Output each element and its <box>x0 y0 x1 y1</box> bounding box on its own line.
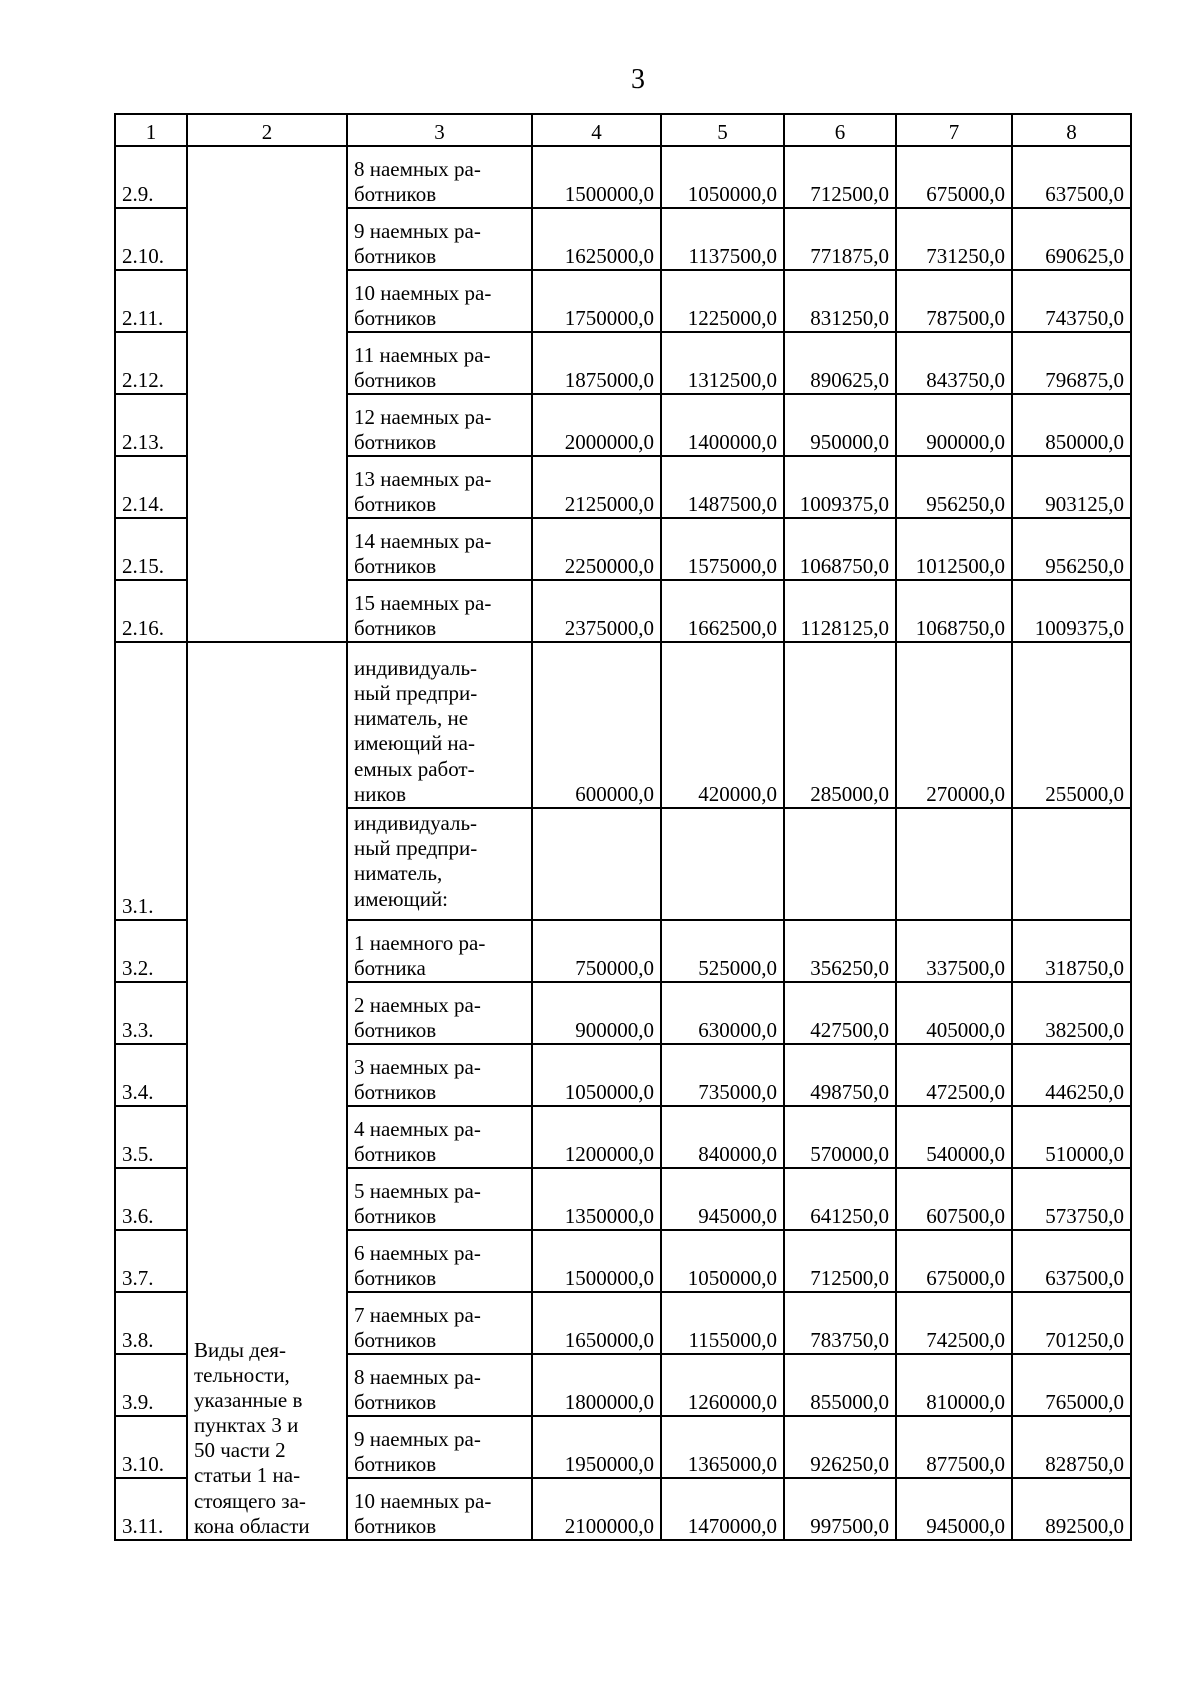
value-col-7: 472500,0 <box>896 1044 1012 1106</box>
value-col-5: 1050000,0 <box>661 146 784 208</box>
value-col-6: 285000,0 <box>784 642 896 808</box>
header-cell-6: 6 <box>784 114 896 146</box>
value-col-6: 831250,0 <box>784 270 896 332</box>
header-cell-7: 7 <box>896 114 1012 146</box>
row-number: 2.16. <box>115 580 187 642</box>
value-col-5: 735000,0 <box>661 1044 784 1106</box>
row-number: 3.9. <box>115 1354 187 1416</box>
row-number: 3.7. <box>115 1230 187 1292</box>
value-col-8: 1009375,0 <box>1012 580 1131 642</box>
value-col-8: 446250,0 <box>1012 1044 1131 1106</box>
row-description: индивидуаль- ный предпри- ниматель, не имеющий на- емных работ- ников <box>347 642 532 808</box>
value-col-5: 1575000,0 <box>661 518 784 580</box>
value-col-6: 498750,0 <box>784 1044 896 1106</box>
value-col-6: 1009375,0 <box>784 456 896 518</box>
row-description: 12 наемных ра- ботников <box>347 394 532 456</box>
value-col-6: 926250,0 <box>784 1416 896 1478</box>
value-col-6: 641250,0 <box>784 1168 896 1230</box>
value-col-7: 607500,0 <box>896 1168 1012 1230</box>
value-col-8: 850000,0 <box>1012 394 1131 456</box>
value-col-6: 950000,0 <box>784 394 896 456</box>
value-col-4: 2375000,0 <box>532 580 661 642</box>
row-description: 5 наемных ра- ботников <box>347 1168 532 1230</box>
row-number: 2.9. <box>115 146 187 208</box>
value-col-4: 1500000,0 <box>532 1230 661 1292</box>
row-description: 15 наемных ра- ботников <box>347 580 532 642</box>
value-col-4: 1875000,0 <box>532 332 661 394</box>
value-col-8: 956250,0 <box>1012 518 1131 580</box>
value-col-5: 630000,0 <box>661 982 784 1044</box>
header-cell-4: 4 <box>532 114 661 146</box>
empty-value-cell <box>532 808 661 920</box>
value-col-5: 1400000,0 <box>661 394 784 456</box>
value-col-4: 2125000,0 <box>532 456 661 518</box>
value-col-8: 573750,0 <box>1012 1168 1131 1230</box>
value-col-4: 600000,0 <box>532 642 661 808</box>
header-row <box>115 114 1131 146</box>
row-number: 3.3. <box>115 982 187 1044</box>
value-col-7: 1012500,0 <box>896 518 1012 580</box>
row-number: 2.13. <box>115 394 187 456</box>
value-col-7: 956250,0 <box>896 456 1012 518</box>
value-col-5: 420000,0 <box>661 642 784 808</box>
row-number: 3.8. <box>115 1292 187 1354</box>
row-number: 3.5. <box>115 1106 187 1168</box>
row-description: 4 наемных ра- ботников <box>347 1106 532 1168</box>
row-description: 1 наемного ра- ботника <box>347 920 532 982</box>
empty-value-cell <box>784 808 896 920</box>
value-col-6: 771875,0 <box>784 208 896 270</box>
value-col-6: 712500,0 <box>784 1230 896 1292</box>
value-col-8: 701250,0 <box>1012 1292 1131 1354</box>
value-col-4: 2000000,0 <box>532 394 661 456</box>
header-cell-5: 5 <box>661 114 784 146</box>
row-number: 2.15. <box>115 518 187 580</box>
value-col-7: 675000,0 <box>896 146 1012 208</box>
value-col-6: 783750,0 <box>784 1292 896 1354</box>
empty-value-cell <box>896 808 1012 920</box>
page-number: 3 <box>631 64 645 95</box>
value-col-8: 903125,0 <box>1012 456 1131 518</box>
value-col-5: 1137500,0 <box>661 208 784 270</box>
row-description: 9 наемных ра- ботников <box>347 208 532 270</box>
activity-description: Виды дея- тельности, указанные в пунктах 3 и 50 части 2 статьи 1 на- стоящего за- кона области <box>187 642 347 1540</box>
value-col-6: 997500,0 <box>784 1478 896 1540</box>
value-col-4: 2250000,0 <box>532 518 661 580</box>
header-cell-3: 3 <box>347 114 532 146</box>
value-col-4: 1050000,0 <box>532 1044 661 1106</box>
value-col-6: 712500,0 <box>784 146 896 208</box>
value-col-4: 2100000,0 <box>532 1478 661 1540</box>
value-col-7: 731250,0 <box>896 208 1012 270</box>
value-col-4: 1750000,0 <box>532 270 661 332</box>
value-col-4: 1800000,0 <box>532 1354 661 1416</box>
value-col-7: 810000,0 <box>896 1354 1012 1416</box>
value-col-7: 270000,0 <box>896 642 1012 808</box>
value-col-7: 843750,0 <box>896 332 1012 394</box>
value-col-8: 382500,0 <box>1012 982 1131 1044</box>
row-number: 3.2. <box>115 920 187 982</box>
value-col-4: 900000,0 <box>532 982 661 1044</box>
row-number: 3.6. <box>115 1168 187 1230</box>
empty-value-cell <box>1012 808 1131 920</box>
table-row <box>115 642 1131 808</box>
header-cell-8: 8 <box>1012 114 1131 146</box>
value-col-6: 1128125,0 <box>784 580 896 642</box>
value-col-7: 900000,0 <box>896 394 1012 456</box>
row-description: 10 наемных ра- ботников <box>347 270 532 332</box>
table-row <box>115 146 1131 208</box>
value-col-7: 742500,0 <box>896 1292 1012 1354</box>
subheading-text: индивидуаль- ный предпри- ниматель, имеющий: <box>347 808 532 920</box>
empty-value-cell <box>661 808 784 920</box>
value-col-8: 828750,0 <box>1012 1416 1131 1478</box>
value-col-6: 427500,0 <box>784 982 896 1044</box>
value-col-8: 637500,0 <box>1012 1230 1131 1292</box>
value-col-8: 796875,0 <box>1012 332 1131 394</box>
value-col-5: 1662500,0 <box>661 580 784 642</box>
value-col-6: 1068750,0 <box>784 518 896 580</box>
value-col-4: 1950000,0 <box>532 1416 661 1478</box>
row-number: 3.4. <box>115 1044 187 1106</box>
value-col-6: 855000,0 <box>784 1354 896 1416</box>
value-col-4: 1200000,0 <box>532 1106 661 1168</box>
value-col-5: 1225000,0 <box>661 270 784 332</box>
value-col-7: 337500,0 <box>896 920 1012 982</box>
value-col-4: 1500000,0 <box>532 146 661 208</box>
row-description: 8 наемных ра- ботников <box>347 1354 532 1416</box>
value-col-5: 1470000,0 <box>661 1478 784 1540</box>
value-col-8: 765000,0 <box>1012 1354 1131 1416</box>
value-col-5: 1050000,0 <box>661 1230 784 1292</box>
value-col-7: 1068750,0 <box>896 580 1012 642</box>
row-number: 2.14. <box>115 456 187 518</box>
value-col-8: 743750,0 <box>1012 270 1131 332</box>
value-col-4: 1350000,0 <box>532 1168 661 1230</box>
value-col-7: 945000,0 <box>896 1478 1012 1540</box>
value-col-8: 892500,0 <box>1012 1478 1131 1540</box>
value-col-5: 525000,0 <box>661 920 784 982</box>
value-col-7: 877500,0 <box>896 1416 1012 1478</box>
value-col-6: 356250,0 <box>784 920 896 982</box>
row-number: 2.10. <box>115 208 187 270</box>
row-description: 2 наемных ра- ботников <box>347 982 532 1044</box>
value-col-8: 318750,0 <box>1012 920 1131 982</box>
value-col-4: 750000,0 <box>532 920 661 982</box>
header-cell-2: 2 <box>187 114 347 146</box>
value-col-6: 890625,0 <box>784 332 896 394</box>
row-number: 3.11. <box>115 1478 187 1540</box>
header-cell-1: 1 <box>115 114 187 146</box>
value-col-7: 405000,0 <box>896 982 1012 1044</box>
value-col-5: 1260000,0 <box>661 1354 784 1416</box>
value-col-8: 510000,0 <box>1012 1106 1131 1168</box>
row-description: 7 наемных ра- ботников <box>347 1292 532 1354</box>
value-col-5: 1487500,0 <box>661 456 784 518</box>
value-col-5: 1312500,0 <box>661 332 784 394</box>
row-number: 2.12. <box>115 332 187 394</box>
row-description: 9 наемных ра- ботников <box>347 1416 532 1478</box>
value-col-7: 675000,0 <box>896 1230 1012 1292</box>
row-number: 3.10. <box>115 1416 187 1478</box>
row-description: 13 наемных ра- ботников <box>347 456 532 518</box>
row-number: 2.11. <box>115 270 187 332</box>
row-description: 10 наемных ра- ботников <box>347 1478 532 1540</box>
value-col-4: 1650000,0 <box>532 1292 661 1354</box>
value-col-8: 637500,0 <box>1012 146 1131 208</box>
tax-table <box>114 113 1132 1541</box>
value-col-7: 540000,0 <box>896 1106 1012 1168</box>
row-description: 11 наемных ра- ботников <box>347 332 532 394</box>
value-col-5: 1365000,0 <box>661 1416 784 1478</box>
value-col-5: 945000,0 <box>661 1168 784 1230</box>
value-col-4: 1625000,0 <box>532 208 661 270</box>
row-description: 6 наемных ра- ботников <box>347 1230 532 1292</box>
row-description: 3 наемных ра- ботников <box>347 1044 532 1106</box>
activity-cell-empty <box>187 146 347 642</box>
value-col-5: 1155000,0 <box>661 1292 784 1354</box>
value-col-5: 840000,0 <box>661 1106 784 1168</box>
value-col-8: 690625,0 <box>1012 208 1131 270</box>
row-description: 14 наемных ра- ботников <box>347 518 532 580</box>
value-col-8: 255000,0 <box>1012 642 1131 808</box>
value-col-6: 570000,0 <box>784 1106 896 1168</box>
row-description: 8 наемных ра- ботников <box>347 146 532 208</box>
row-number: 3.1. <box>115 642 187 920</box>
value-col-7: 787500,0 <box>896 270 1012 332</box>
